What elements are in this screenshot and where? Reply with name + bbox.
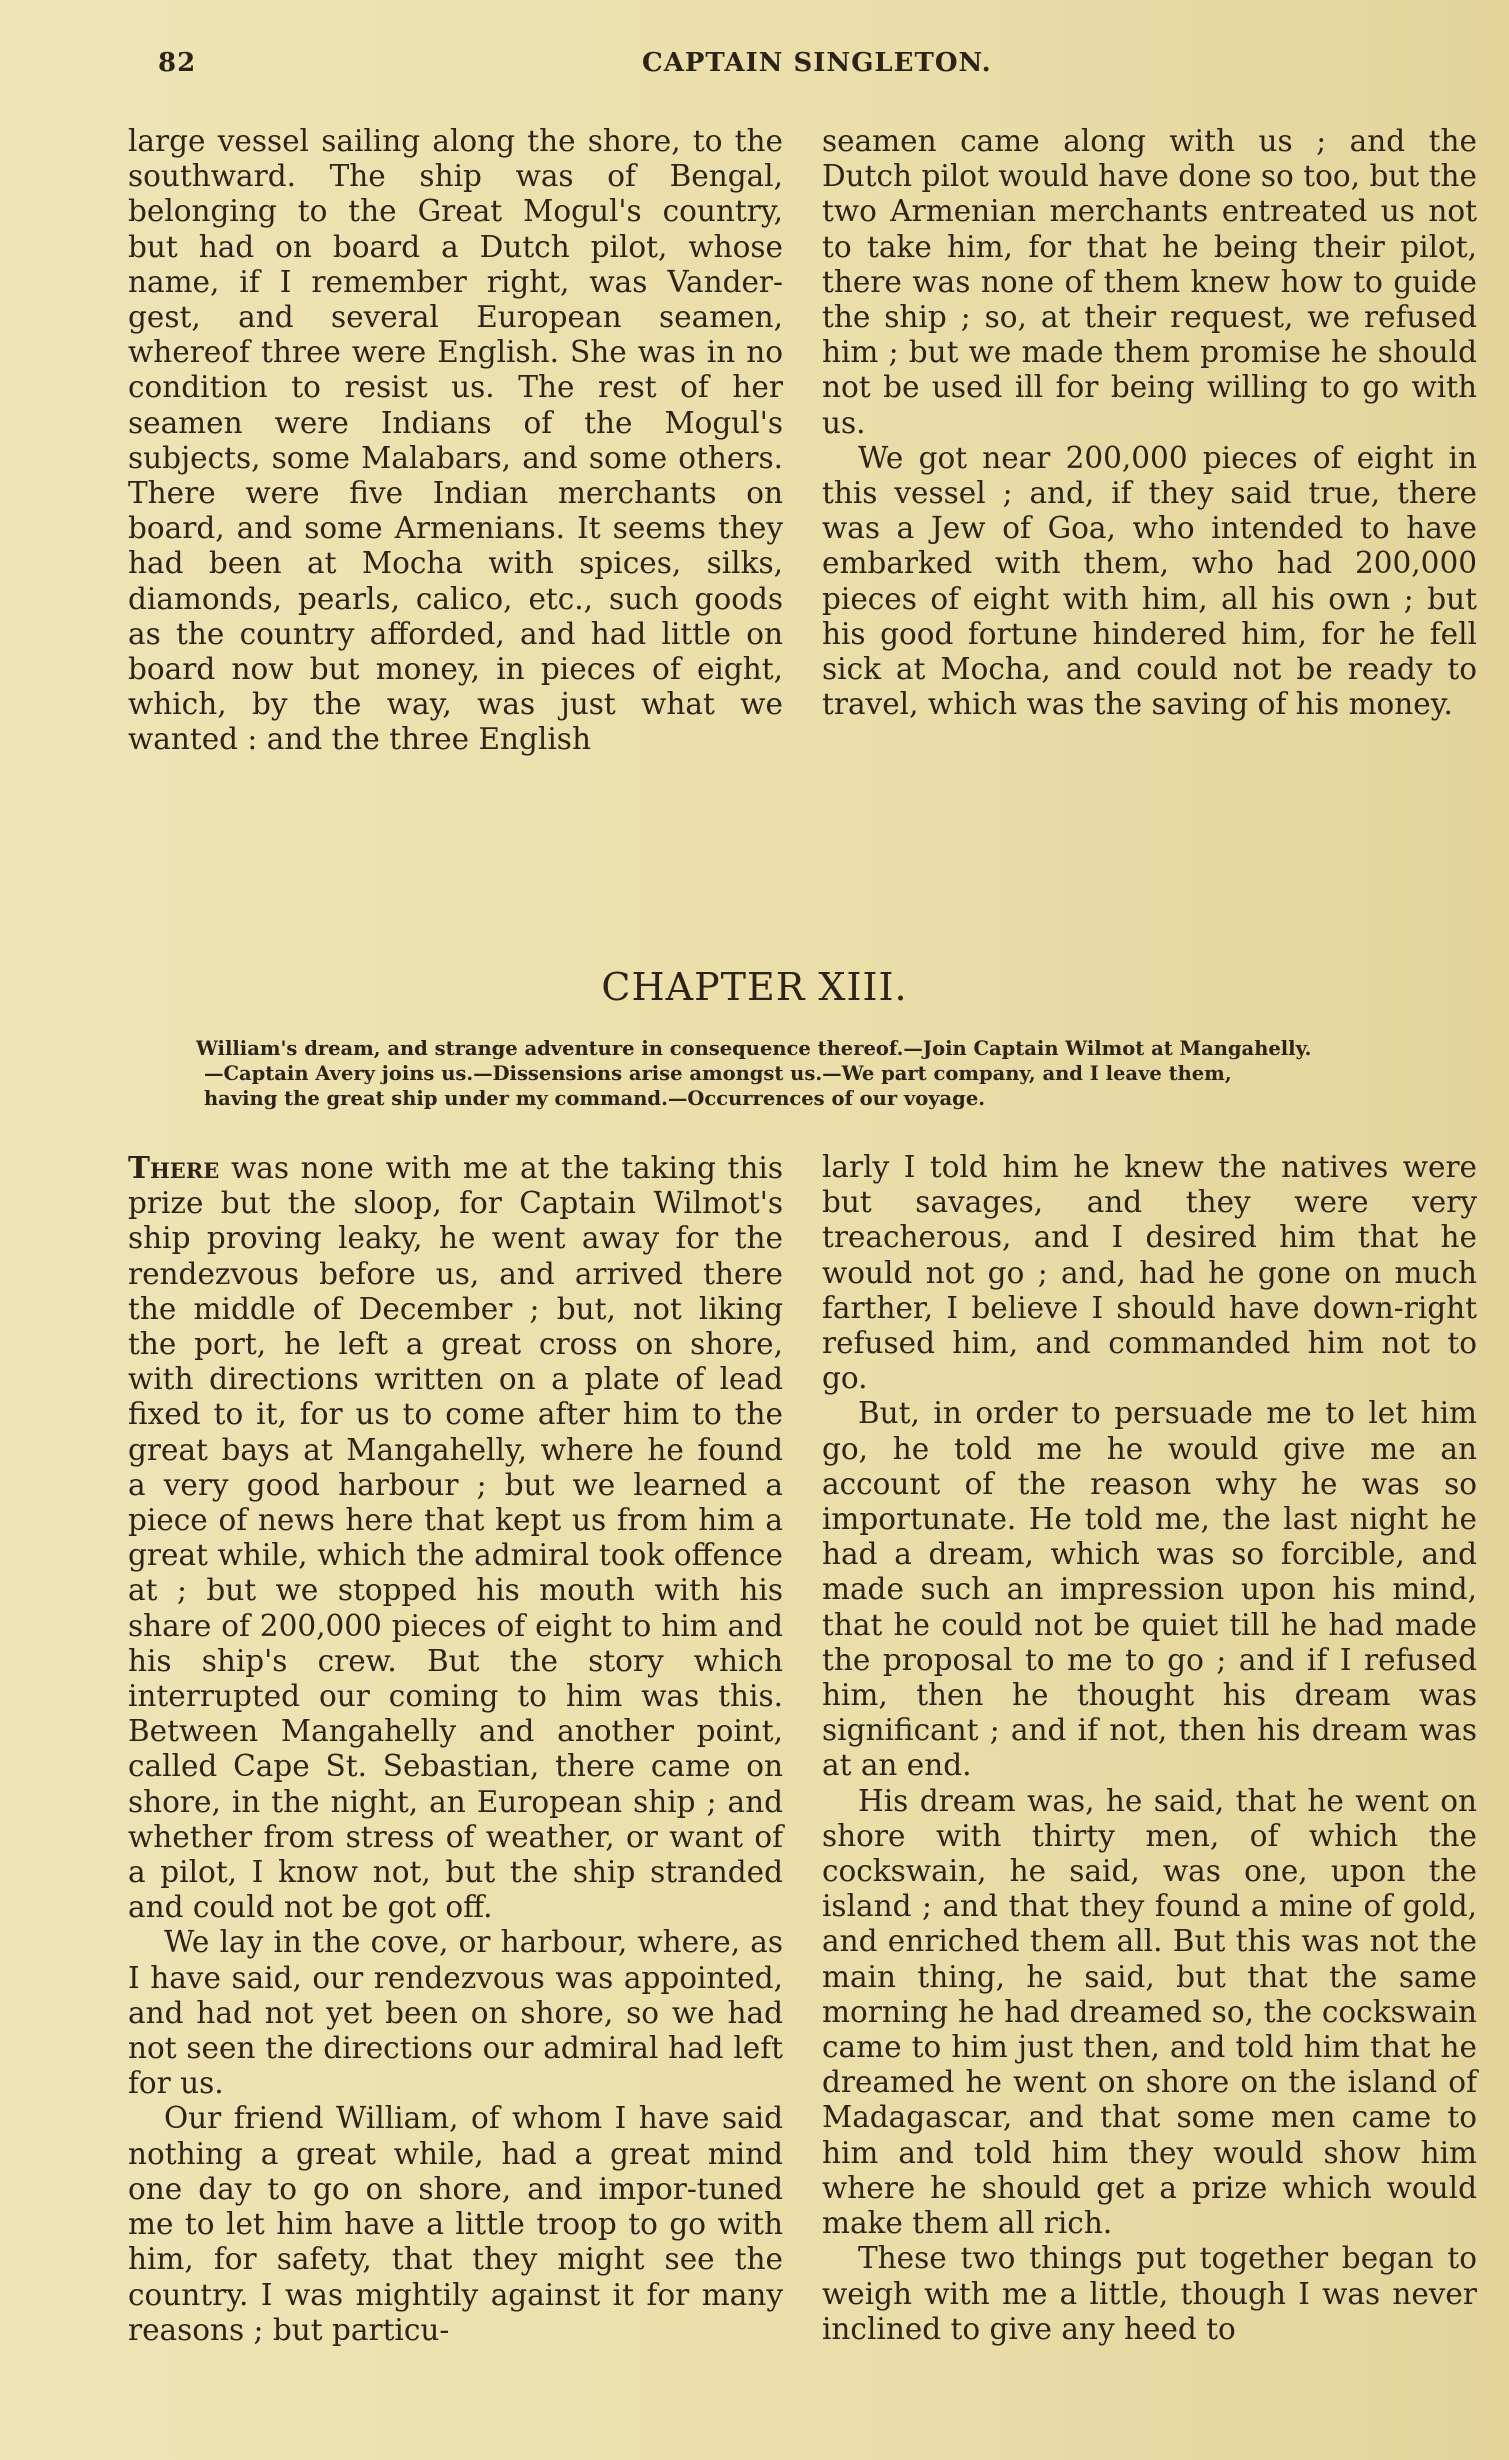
synopsis-line: having the great ship under my command.—Occurrences of our voyage. (204, 1087, 986, 1110)
page-header (158, 48, 1408, 88)
chapter-title: CHAPTER XIII. (601, 965, 908, 1009)
paragraph: larly I told him he knew the natives were but savages, and they were very treacherous, and I desired him that he would not go ; and, had he gone on much farther, I believe I should have down-right refused him, and commanded him not to go. (822, 1150, 1477, 1396)
paragraph: His dream was, he said, that he went on shore with thirty men, of which the cockswain, he said, was one, upon the island ; and that they found a mine of gold, and enriched them all. But this was not the main thing, he said, but that the same morning he had dreamed so, the cockswain came to him just then, and told him that he dreamed he went on shore on the island of Madagascar, and that some men came to him and told him they would show him where he should get a prize which would make them all rich. (822, 1783, 1477, 2241)
paragraph: large vessel sailing along the shore, to the southward. The ship was of Bengal, belonging to the Great Mogul's country, but had on board a Dutch pilot, whose name, if I remember right, was Vander-gest, and several European seamen, whereof three were English. She was in no condition to resist us. The rest of her seamen were Indians of the Mogul's subjects, some Malabars, and some others. There were five Indian merchants on board, and some Armenians. It seems they had been at Mocha with spices, silks, diamonds, pearls, calico, etc., such goods as the country afforded, and had little on board now but money, in pieces of eight, which, by the way, was just what we wanted : and the three English (128, 124, 783, 757)
top-right-column (822, 124, 1477, 722)
running-title: CAPTAIN SINGLETON. (642, 48, 992, 78)
paragraph: We lay in the cove, or harbour, where, as I have said, our rendezvous was appointed, and had not yet been on shore, so we had not seen the directions our admiral had left for us. (128, 1925, 783, 2101)
bottom-left-column (128, 1150, 783, 2348)
opening-word: There (128, 1150, 220, 1185)
top-left-column (128, 124, 783, 758)
paragraph: But, in order to persuade me to let him go, he told me he would give me an account of the reason why he was so importunate. He told me, the last night he had a dream, which was so forcible, and made such an impression upon his mind, that he could not be quiet till he had made the proposal to me to go ; and if I refused him, then he thought his dream was significant ; and if not, then his dream was at an end. (822, 1396, 1477, 1783)
synopsis-line: —Captain Avery joins us.—Dissensions arise amongst us.—We part company, and I leave them, (204, 1062, 1232, 1085)
opening-paragraph (128, 1150, 783, 1925)
paragraph: We got near 200,000 pieces of eight in this vessel ; and, if they said true, there was a Jew of Goa, who intended to have embarked with them, who had 200,000 pieces of eight with him, all his own ; but his good fortune hindered him, for he fell sick at Mocha, and could not be ready to travel, which was the saving of his money. (822, 440, 1477, 722)
chapter-synopsis (196, 1036, 1446, 1111)
paragraph: Our friend William, of whom I have said nothing a great while, had a great mind one day to go on shore, and impor-tuned me to let him have a little troop to go with him, for safety, that they might see the country. I was mightily against it for many reasons ; but particu- (128, 2101, 783, 2347)
bottom-right-column (822, 1150, 1477, 2347)
opening-paragraph-text: was none with me at the taking this prize but the sloop, for Captain Wilmot's ship proving leaky, he went away for the rendezvous before us, and arrived there the middle of December ; but, not liking the port, he left a great cross on shore, with directions written on a plate of lead fixed to it, for us to come after him to the great bays at Mangahelly, where he found a very good harbour ; but we learned a piece of news here that kept us from him a great while, which the admiral took offence at ; but we stopped his mouth with his share of 200,000 pieces of eight to him and his ship's crew. But the story which interrupted our coming to him was this. Between Mangahelly and another point, called Cape St. Sebastian, there came on shore, in the night, an European ship ; and whether from stress of weather, or want of a pilot, I know not, but the ship stranded and could not be got off. (128, 1151, 783, 1925)
synopsis-line: William's dream, and strange adventure in consequence thereof.—Join Captain Wilmot at Mangahelly. (196, 1037, 1312, 1060)
page-number: 82 (158, 48, 197, 78)
paragraph: These two things put together began to weigh with me a little, though I was never inclined to give any heed to (822, 2241, 1477, 2346)
paragraph: seamen came along with us ; and the Dutch pilot would have done so too, but the two Armenian merchants entreated us not to take him, for that he being their pilot, there was none of them knew how to guide the ship ; so, at their request, we refused him ; but we made them promise he should not be used ill for being willing to go with us. (822, 124, 1477, 440)
